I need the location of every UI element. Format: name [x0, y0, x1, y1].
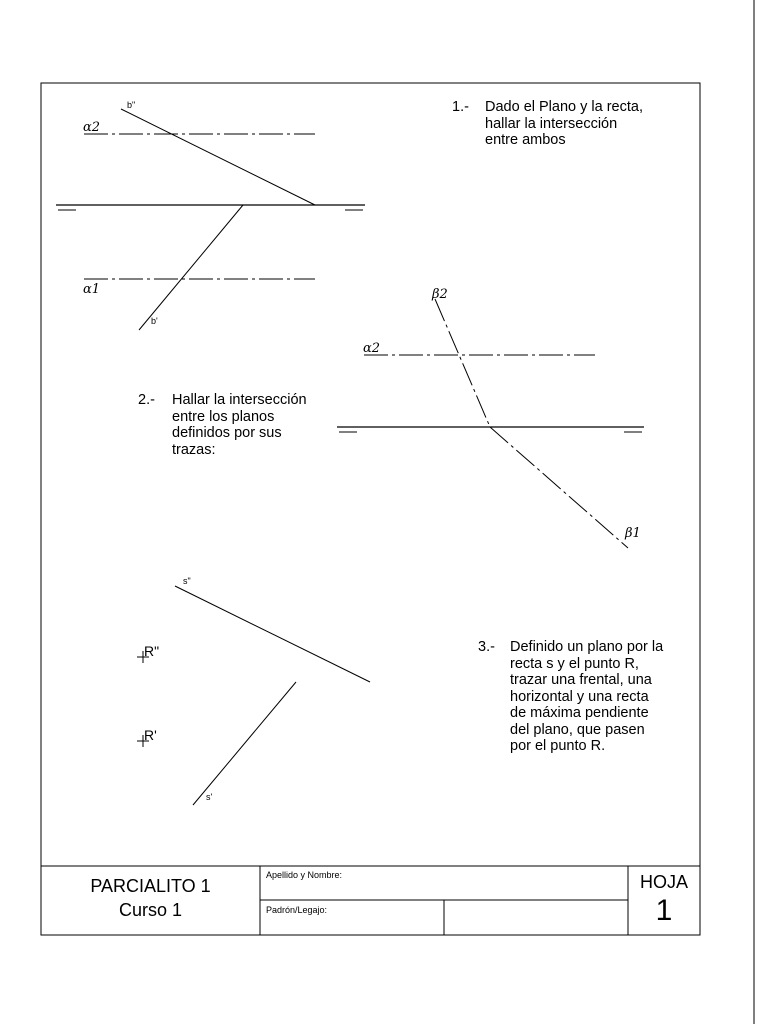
problem1-line-1: Dado el Plano y la recta, — [485, 99, 643, 115]
label-beta2: β2 — [432, 287, 448, 302]
label-r-single: R' — [144, 727, 157, 743]
label-alpha2-2: α2 — [363, 341, 381, 356]
line-s-single — [193, 682, 296, 805]
problem3-line-6: del plano, que pasen — [510, 721, 645, 738]
problem2-line-1: Hallar la intersección — [172, 392, 307, 408]
line-s-double — [175, 586, 370, 682]
problem2-number: 2.- — [138, 392, 155, 408]
label-s-single: s' — [206, 792, 213, 802]
problem2-line-3: definidos por sus — [172, 425, 282, 441]
sheet-frame — [41, 83, 700, 935]
line-b-single — [139, 205, 243, 330]
problem3-line-2: recta s y el punto R, — [510, 655, 639, 672]
line-b-double — [121, 109, 315, 205]
label-s-double: s" — [183, 576, 191, 586]
problem2-drawing — [337, 287, 644, 548]
name-field-label: Apellido y Nombre: — [266, 870, 343, 880]
title-block-course: Curso 1 — [118, 900, 183, 920]
problem3-drawing — [137, 576, 370, 805]
beta1-trace — [490, 427, 628, 548]
problem3-line-1: Definido un plano por la — [510, 639, 664, 655]
label-b-single: b' — [151, 316, 158, 326]
problem3-line-7: por el punto R. — [510, 738, 606, 754]
label-beta1: β1 — [625, 526, 641, 541]
problem2-text — [172, 392, 307, 458]
label-alpha1-1: α1 — [83, 282, 101, 297]
title-block-title: PARCIALITO 1 — [90, 876, 211, 896]
problem3-number: 3.- — [478, 639, 495, 655]
sheet-label: HOJA — [639, 872, 688, 892]
problem3-line-3: trazar una frental, una — [510, 672, 652, 688]
problem3-text — [510, 639, 663, 755]
problem1-line-3: entre ambos — [485, 132, 566, 148]
label-b-double: b" — [127, 100, 136, 110]
problem2-line-4: trazas: — [172, 441, 216, 458]
beta2-trace — [435, 299, 490, 427]
id-field-label: Padrón/Legajo: — [266, 905, 328, 915]
problem1-text — [485, 99, 643, 149]
label-r-double: R" — [144, 643, 160, 659]
sheet-number: 1 — [655, 894, 673, 927]
problem1-drawing — [56, 100, 365, 330]
problem3-line-4: horizontal y una recta — [510, 688, 649, 705]
problem2-line-2: entre los planos — [172, 408, 275, 425]
problem1-line-2: hallar la intersección — [485, 115, 618, 132]
problem1-number: 1.- — [452, 99, 469, 115]
label-alpha2-1: α2 — [83, 120, 101, 135]
problem3-line-5: de máxima pendiente — [510, 705, 649, 721]
